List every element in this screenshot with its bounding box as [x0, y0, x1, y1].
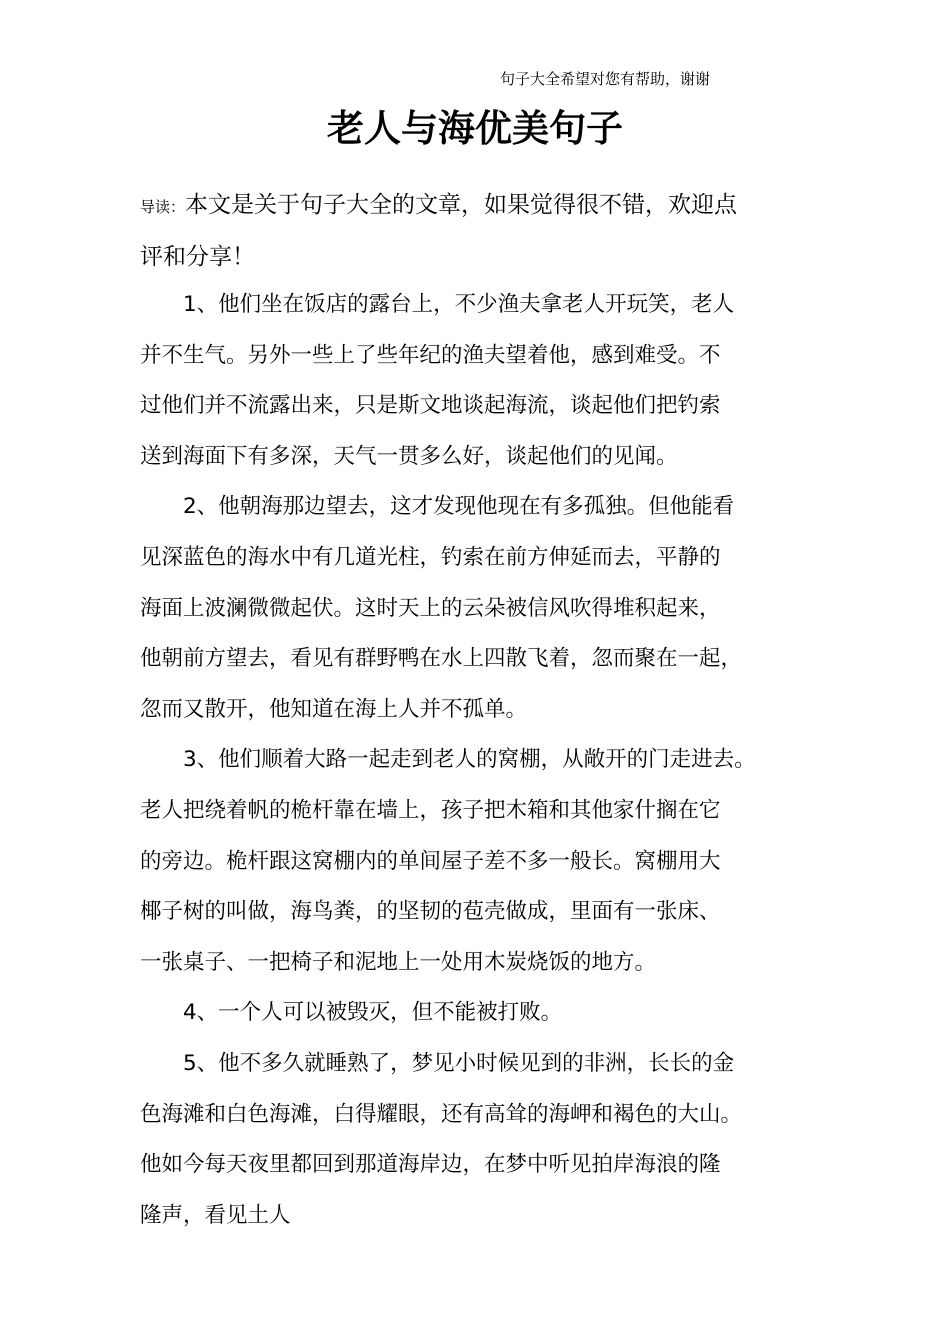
paragraph-line: 一张桌子、一把椅子和泥地上一处用木炭烧饭的地方。	[140, 949, 657, 975]
paragraph-5	[140, 1039, 840, 1241]
intro-lead: 导读：	[140, 198, 186, 216]
paragraph-line: 过他们并不流露出来，只是斯文地谈起海流，谈起他们把钓索	[140, 393, 721, 419]
intro-text: 本文是关于句子大全的文章，如果觉得很不错，欢迎点	[185, 192, 738, 218]
intro-line	[140, 180, 840, 232]
paragraph-line: 他朝前方望去，看见有群野鸭在水上四散飞着，忽而聚在一起，	[140, 646, 743, 672]
paragraph-line: 2、他朝海那边望去，这才发现他现在有多孤独。但他能看	[183, 494, 735, 520]
paragraph-line: 椰子树的叫做，海鸟粪，的坚韧的苞壳做成，里面有一张床、	[140, 899, 721, 925]
paragraph-4	[140, 988, 840, 1039]
paragraph-line: 隆声，看见土人	[140, 1202, 291, 1228]
intro-line: 评和分享！	[140, 244, 255, 270]
paragraph-line: 4、一个人可以被毁灭，但不能被打败。	[183, 1000, 563, 1026]
paragraph-line: 海面上波澜微微起伏。这时天上的云朵被信风吹得堆积起来，	[140, 595, 721, 621]
paragraph-line: 忽而又散开，他知道在海上人并不孤单。	[140, 696, 528, 722]
intro-summary	[140, 180, 840, 282]
paragraph-line: 并不生气。另外一些上了些年纪的渔夫望着他，感到难受。不	[140, 342, 721, 368]
paragraph-line: 1、他们坐在饭店的露台上，不少渔夫拿老人开玩笑，老人	[183, 292, 735, 317]
paragraph-line: 色海滩和白色海滩，白得耀眼，还有高耸的海岬和褐色的大山。	[140, 1101, 743, 1127]
paragraph-line: 他如今每天夜里都回到那道海岸边，在梦中听见拍岸海浪的隆	[140, 1152, 721, 1178]
header-note: 句子大全希望对您有帮助，谢谢	[500, 70, 711, 88]
paragraph-line: 送到海面下有多深，天气一贯多么好，谈起他们的见闻。	[140, 443, 678, 469]
paragraph-2	[140, 482, 840, 735]
page-title: 老人与海优美句子	[327, 107, 623, 150]
article-body	[140, 280, 840, 1241]
paragraph-line: 5、他不多久就睡熟了，梦见小时候见到的非洲，长长的金	[183, 1050, 735, 1076]
paragraph-line: 3、他们顺着大路一起走到老人的窝棚，从敞开的门走进去。	[183, 747, 756, 773]
paragraph-1	[140, 280, 840, 482]
paragraph-line: 见深蓝色的海水中有几道光柱，钓索在前方伸延而去，平静的	[140, 544, 721, 570]
paragraph-line: 老人把绕着帆的桅杆靠在墙上，孩子把木箱和其他家什搁在它	[140, 797, 721, 823]
paragraph-line: 的旁边。桅杆跟这窝棚内的单间屋子差不多一般长。窝棚用大	[140, 848, 721, 874]
paragraph-3	[140, 735, 840, 988]
